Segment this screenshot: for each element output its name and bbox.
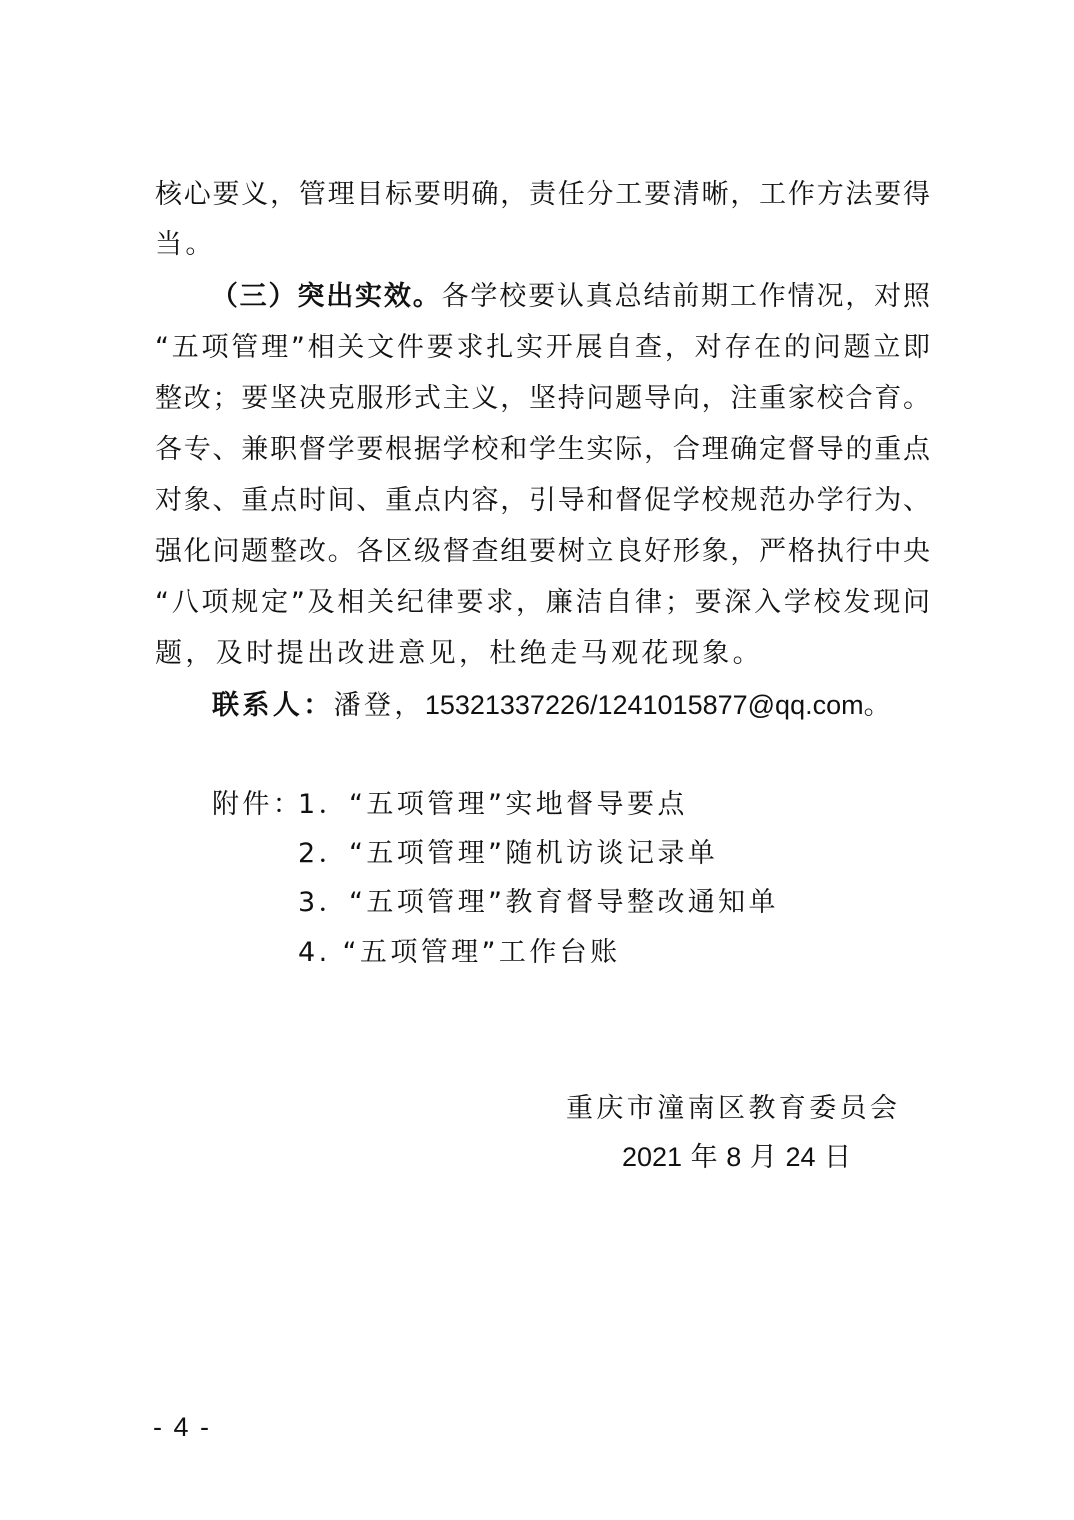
date-year-unit: 年 bbox=[690, 1142, 718, 1173]
attachments-label: 附件： bbox=[212, 789, 304, 820]
paragraph-line: 强化问题整改。各区级督查组要树立良好形象，严格执行中央 bbox=[155, 536, 930, 567]
paragraph-line bbox=[155, 278, 930, 316]
contact-line bbox=[212, 686, 894, 725]
attachment-item: 3．“五项管理”教育督导整改通知单 bbox=[298, 887, 779, 918]
page-number: - 4 - bbox=[153, 1412, 212, 1442]
paragraph-line: 核心要义，管理目标要明确，责任分工要清晰，工作方法要得 bbox=[155, 179, 930, 210]
date-day: 24 bbox=[785, 1142, 816, 1172]
date-month: 8 bbox=[726, 1142, 742, 1172]
paragraph-text: 各学校要认真总结前期工作情况，对照 bbox=[441, 281, 931, 312]
contact-name: 潘登， bbox=[333, 690, 425, 721]
signature-org: 重庆市潼南区教育委员会 bbox=[566, 1093, 901, 1124]
date-day-unit: 日 bbox=[824, 1142, 852, 1173]
section-heading: （三）突出实效。 bbox=[209, 281, 442, 312]
paragraph-line: 各专、兼职督学要根据学校和学生实际，合理确定督导的重点 bbox=[155, 434, 930, 465]
paragraph-line: 对象、重点时间、重点内容，引导和督促学校规范办学行为、 bbox=[155, 485, 930, 516]
contact-label: 联系人： bbox=[212, 690, 334, 721]
attachment-item: 4. “五项管理”工作台账 bbox=[298, 937, 621, 968]
paragraph-line: 整改；要坚决克服形式主义，坚持问题导向，注重家校合育。 bbox=[155, 383, 930, 414]
attachment-item: 1．“五项管理”实地督导要点 bbox=[298, 789, 688, 820]
paragraph-line: “五项管理”相关文件要求扎实开展自查，对存在的问题立即 bbox=[155, 332, 930, 363]
paragraph-line: 题，及时提出改进意见，杜绝走马观花现象。 bbox=[155, 638, 763, 669]
date-year: 2021 bbox=[622, 1142, 683, 1172]
contact-end: 。 bbox=[863, 690, 895, 721]
attachment-item: 2．“五项管理”随机访谈记录单 bbox=[298, 838, 719, 869]
contact-info: 15321337226/1241015877@qq.com bbox=[424, 690, 864, 720]
paragraph-line: “八项规定”及相关纪律要求，廉洁自律；要深入学校发现问 bbox=[155, 587, 930, 618]
date-month-unit: 月 bbox=[749, 1142, 777, 1173]
paragraph-line: 当。 bbox=[155, 229, 216, 260]
signature-date bbox=[622, 1138, 851, 1177]
